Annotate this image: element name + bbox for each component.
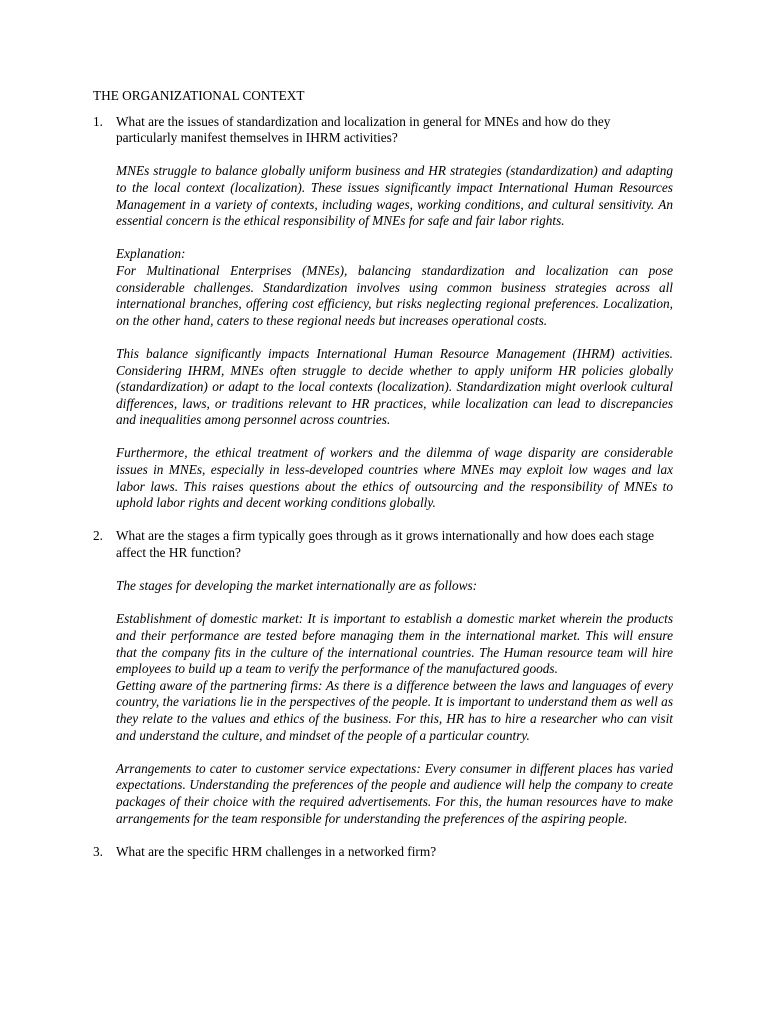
spacer bbox=[116, 329, 673, 346]
question-1 bbox=[93, 114, 673, 147]
spacer bbox=[93, 827, 673, 844]
answer-2 bbox=[116, 578, 673, 827]
spacer bbox=[116, 595, 673, 612]
spacer bbox=[116, 744, 673, 761]
question-number: 1. bbox=[93, 113, 103, 129]
question-text: What are the stages a firm typically goes through as it grows internationally and how does each stage affect the HR function? bbox=[116, 528, 654, 561]
document-title: THE ORGANIZATIONAL CONTEXT bbox=[93, 88, 305, 103]
question-number: 2. bbox=[93, 528, 103, 544]
document-page bbox=[93, 88, 673, 860]
stage-paragraph: Arrangements to cater to customer service expectations: Every consumer in different places has varied expectations. Understanding the preferences of the people and audience will help the company to create packages of their choice with the required advertisements. For this, the human resources have to make arrangements for the team responsible for understanding the preferences of the aspiring people. bbox=[116, 760, 673, 826]
spacer bbox=[116, 429, 673, 446]
answer-paragraph: Furthermore, the ethical treatment of workers and the dilemma of wage disparity are considerable issues in MNEs, especially in less-developed countries where MNEs may exploit low wages and lax labor laws. This raises questions about the ethics of outsourcing and the responsibility of MNEs to uphold labor rights and decent working conditions globally. bbox=[116, 445, 673, 511]
question-2 bbox=[93, 528, 673, 561]
answer-intro: The stages for developing the market internationally are as follows: bbox=[116, 578, 478, 594]
question-text: What are the specific HRM challenges in a networked firm? bbox=[116, 843, 437, 859]
explanation-paragraph: For Multinational Enterprises (MNEs), balancing standardization and localization can pose considerable challenges. Standardization involves using common business strategies across all international branches, offering cost efficiency, but risks neglecting regional preferences. Localization, on the other hand, caters to these regional needs but increases operational costs. bbox=[116, 262, 673, 328]
question-text: What are the issues of standardization and localization in general for MNEs and how do they particularly manifest themselves in IHRM activities? bbox=[116, 113, 611, 146]
stage-paragraph: Getting aware of the partnering firms: As there is a difference between the laws and languages of every country, the variations lie in the perspectives of the people. It is important to understand them as well as they relate to the values and ethics of the business. For this, HR has to hire a researcher who can visit and understand the culture, and mindset of the people of a particular country. bbox=[116, 677, 673, 743]
question-3 bbox=[93, 844, 673, 861]
answer-paragraph: This balance significantly impacts International Human Resource Management (IHRM) activities. Considering IHRM, MNEs often struggle to decide whether to apply uniform HR policies globally (standardization) or adapt to the local contexts (localization). Standardization might overlook cultural differences, laws, or traditions relevant to HR practices, while localization can lead to discrepancies and inequalities among personnel across countries. bbox=[116, 345, 673, 428]
question-number: 3. bbox=[93, 843, 103, 859]
spacer bbox=[93, 562, 673, 579]
spacer bbox=[93, 512, 673, 529]
answer-summary: MNEs struggle to balance globally uniform business and HR strategies (standardization) and adapting to the local context (localization). These issues significantly impact International Human Resources Management in a variety of contexts, including wages, working conditions, and cultural sensitivity. An essential concern is the ethical responsibility of MNEs for safe and fair labor rights. bbox=[116, 163, 673, 229]
spacer bbox=[116, 230, 673, 247]
answer-1 bbox=[116, 163, 673, 511]
stage-paragraph: Establishment of domestic market: It is important to establish a domestic market wherein the products and their performance are tested before managing them in the international market. This will ensure that the company fits in the culture of the international countries. The Human resource team will hire employees to build up a team to verify the performance of the manufactured goods. bbox=[116, 611, 673, 677]
spacer bbox=[93, 147, 673, 164]
explanation-label: Explanation: bbox=[116, 246, 186, 262]
